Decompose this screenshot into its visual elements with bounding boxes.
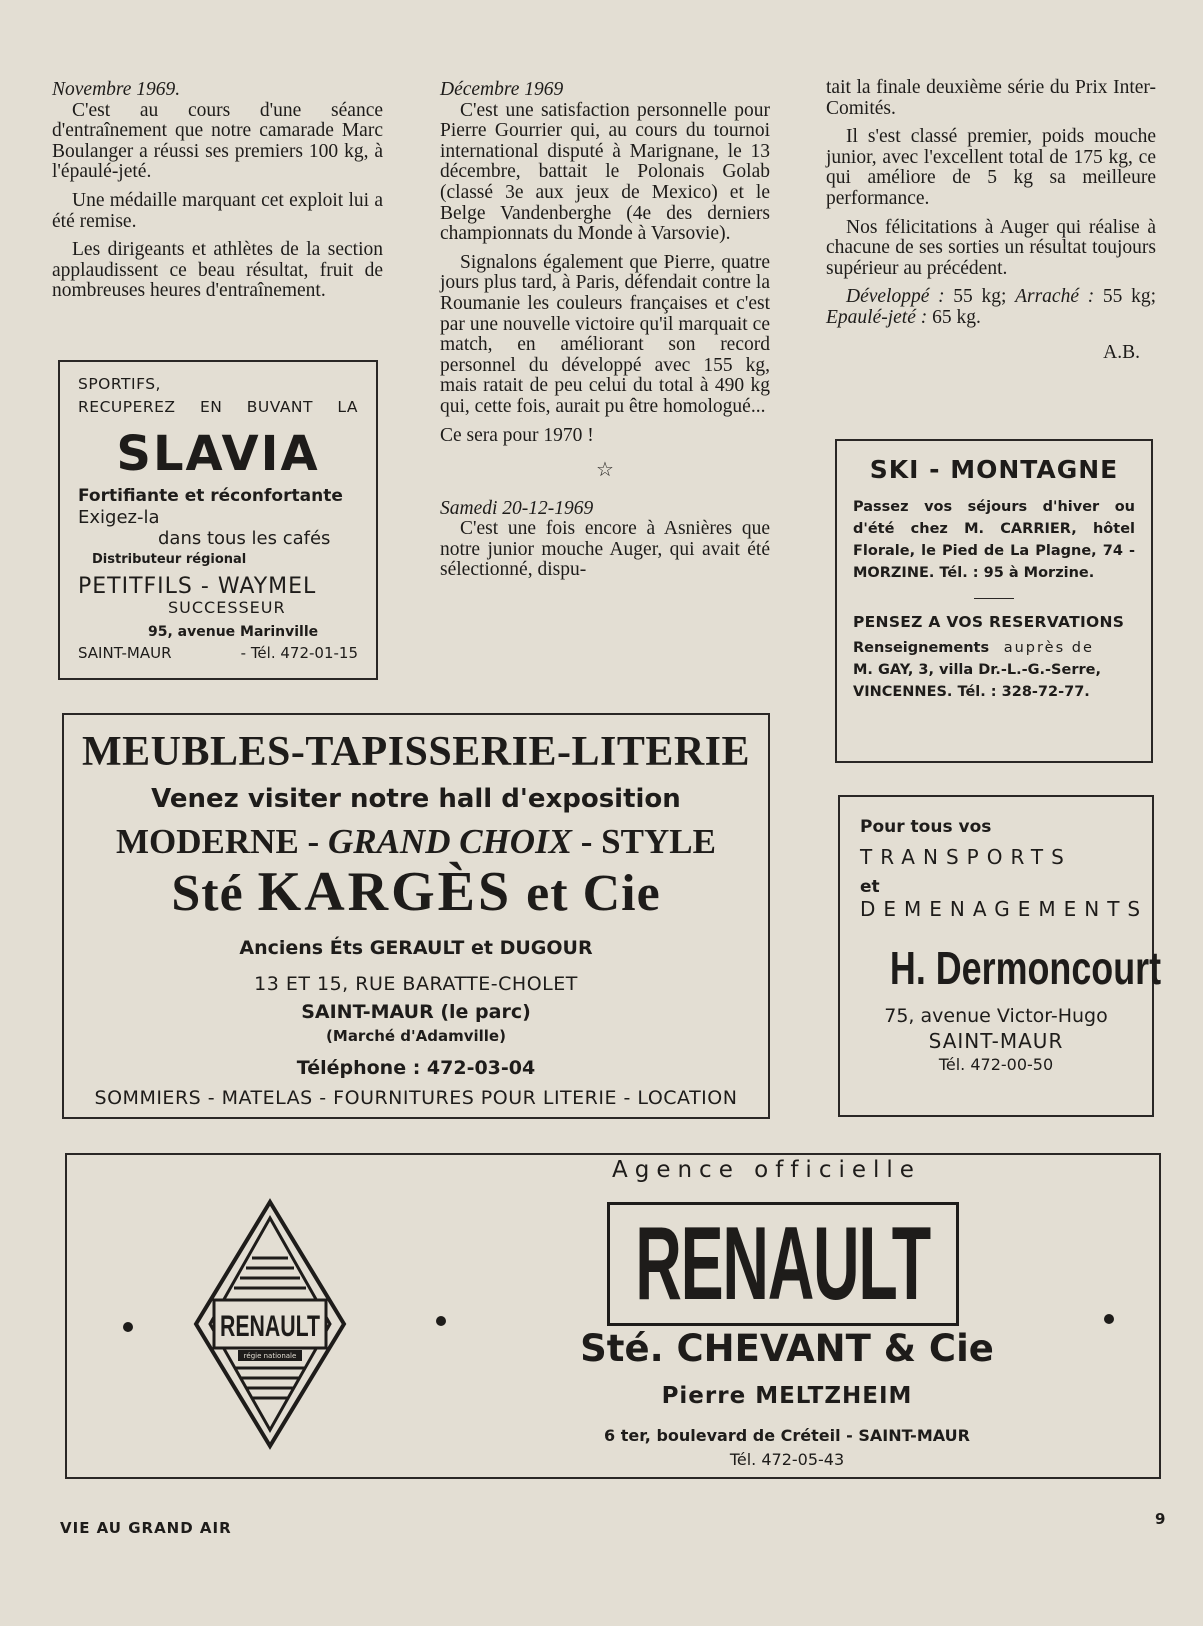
ad-line: PENSEZ A VOS RESERVATIONS — [853, 613, 1125, 631]
ad-phone: Tél. 472-05-43 — [729, 1450, 845, 1469]
ad-city: SAINT-MAUR (le parc) — [301, 1001, 531, 1023]
article-paragraph: Il s'est classé premier, poids mouche junior, avec l'excellent total de 175 kg, ce qui améliore de 5 kg sa meilleure performance. — [826, 126, 1156, 209]
ad-line: Anciens Éts GERAULT et DUGOUR — [239, 937, 593, 959]
ad-line: dans tous les cafés — [158, 528, 331, 549]
ad-word: MODERNE - — [116, 822, 320, 861]
ad-phone: - Tél. 472-01-15 — [240, 644, 358, 662]
ad-word: LA — [337, 398, 358, 416]
ad-line: SUCCESSEUR — [168, 598, 286, 617]
ad-line — [64, 821, 768, 863]
bullet-dot — [436, 1316, 446, 1326]
ad-word: EN — [199, 398, 223, 416]
ad-line: M. GAY, 3, villa Dr.-L.-G.-Serre, VINCENNES. Tél. : 328-72-77. — [853, 662, 1101, 700]
ad-line: Venez visiter notre hall d'exposition — [151, 784, 681, 814]
ad-line — [78, 397, 358, 418]
article-date: Novembre 1969. — [52, 79, 181, 100]
article-paragraph: C'est une fois encore à Asnières que notre junior mouche Auger, qui avait été sélectionné, dispu- — [440, 518, 770, 581]
ad-word: BUVANT — [246, 398, 313, 416]
ad-line: PETITFILS - WAYMEL — [78, 574, 317, 599]
meubles-advertisement — [62, 713, 770, 1119]
ad-address: 95, avenue Marinville — [148, 624, 319, 640]
ad-address: 75, avenue Victor-Hugo — [884, 1005, 1108, 1027]
article-date: Samedi 20-12-1969 — [440, 497, 594, 519]
article-paragraph: Une médaille marquant cet exploit lui a été remise. — [52, 189, 383, 232]
result-label: Arraché : — [1015, 286, 1095, 308]
ski-montagne-advertisement — [835, 439, 1153, 763]
result-value: 65 kg. — [932, 306, 981, 328]
star-separator: ☆ — [596, 459, 614, 482]
bullet-dot — [123, 1322, 133, 1332]
ad-phone-line — [78, 643, 358, 664]
article-column-3 — [826, 78, 1156, 363]
result-label: Epaulé-jeté : — [826, 306, 928, 328]
ad-line: TRANSPORTS — [860, 845, 1072, 869]
slavia-brand: SLAVIA — [116, 426, 320, 482]
renault-brand: RENAULT — [635, 1206, 931, 1322]
ad-line: Fortifiante et réconfortante — [78, 486, 343, 506]
article-paragraph: tait la finale deuxième série du Prix Inter-Comités. — [826, 77, 1156, 119]
renault-brand-box — [607, 1202, 959, 1326]
article-paragraph: Les dirigeants et athlètes de la section applaudissent ce beau résultat, fruit de nombreuses heures d'entraînement. — [52, 239, 383, 302]
article-paragraph: Nos félicitations à Auger qui réalise à chacune de ses sorties un résultat toujours supérieur au précédent. — [826, 216, 1156, 279]
article-paragraph: Ce sera pour 1970 ! — [440, 424, 594, 446]
result-value: 55 kg; — [1102, 286, 1157, 308]
article-paragraph: C'est au cours d'une séance d'entraînement que notre camarade Marc Boulanger a réussi ses premiers 100 kg, à l'épaulé-jeté. — [52, 99, 383, 183]
ad-word: - STYLE — [580, 822, 716, 861]
result-value: 55 kg; — [953, 286, 1007, 308]
ad-city: SAINT-MAUR — [928, 1029, 1064, 1053]
journal-name: VIE AU GRAND AIR — [60, 1519, 232, 1537]
article-paragraph: Signalons également que Pierre, quatre jours plus tard, à Paris, défendait contre la Roumanie les couleurs françaises et c'est par une nouvelle victoire qu'il marquait ce match, en améliorant son record personnel du développé avec 155 kg, mais ratait de peu celui du total à 490 kg qui, cette fois, aurait pu être homologué... — [440, 251, 770, 417]
ad-line: Pour tous vos — [860, 817, 992, 837]
ad-word: et Cie — [526, 865, 661, 922]
article-column-1 — [52, 80, 383, 310]
ad-company: Sté. CHEVANT & Cie — [580, 1327, 994, 1370]
ad-line: SPORTIFS, — [78, 375, 161, 393]
renault-diamond-logo — [194, 1200, 346, 1448]
ad-word: KARGÈS — [257, 861, 513, 923]
ad-word: Renseignements — [853, 640, 990, 656]
results-line — [826, 287, 1156, 328]
ad-phone: Tél. 472-00-50 — [938, 1055, 1054, 1074]
logo-subtext: régie nationale — [243, 1352, 297, 1360]
ad-line: (Marché d'Adamville) — [326, 1027, 506, 1045]
renault-advertisement — [65, 1153, 1161, 1479]
ad-headline: SKI - MONTAGNE — [869, 455, 1119, 484]
divider — [974, 598, 1014, 599]
ad-line: SOMMIERS - MATELAS - FOURNITURES POUR LITERIE - LOCATION — [94, 1087, 738, 1109]
ad-headline: MEUBLES-TAPISSERIE-LITERIE — [81, 729, 751, 775]
result-label: Développé : — [846, 286, 945, 308]
ad-line: Exigez-la — [78, 507, 160, 528]
ad-address: 6 ter, boulevard de Créteil - SAINT-MAUR — [604, 1426, 970, 1445]
ad-line: et — [860, 877, 880, 897]
ad-word: Sté — [171, 865, 244, 922]
ad-body: Passez vos séjours d'hiver ou d'été chez M. CARRIER, hôtel Florale, le Pied de La Plagne, 74 - MORZINE. Tél. : 95 à Morzine. — [853, 499, 1135, 581]
transports-advertisement — [838, 795, 1162, 1117]
slavia-advertisement — [58, 360, 378, 680]
ad-body — [853, 637, 1135, 703]
ad-line: DEMENAGEMENTS — [860, 897, 1149, 921]
page-number: 9 — [1155, 1510, 1166, 1528]
article-date: Décembre 1969 — [440, 79, 564, 100]
ad-phone: Téléphone : 472-03-04 — [296, 1057, 536, 1079]
ad-company: H. Dermoncourt — [889, 942, 1162, 994]
ad-word: GRAND CHOIX — [327, 822, 573, 861]
ad-city: SAINT-MAUR — [78, 644, 172, 662]
ad-line: Distributeur régional — [92, 552, 247, 567]
article-column-2 — [440, 80, 770, 589]
author-signature: A.B. — [1103, 341, 1140, 363]
ad-line: Pierre MELTZHEIM — [661, 1383, 913, 1409]
ad-word: auprès de — [1003, 640, 1094, 656]
bullet-dot — [1104, 1314, 1114, 1324]
logo-text: RENAULT — [220, 1310, 320, 1343]
ad-company — [64, 863, 768, 923]
ad-line: Agence officielle — [612, 1157, 921, 1183]
article-paragraph: C'est une satisfaction personnelle pour Pierre Gourrier qui, au cours du tournoi international disputé à Marignane, le 13 décembre, battait le Polonais Golab (classé 3e aux jeux de Mexico) et le Belge Vandenberghe (4e des derniers championnats du Monde à Varsovie). — [440, 99, 770, 245]
ad-address: 13 ET 15, RUE BARATTE-CHOLET — [254, 973, 578, 995]
ad-word: RECUPEREZ — [78, 398, 176, 416]
